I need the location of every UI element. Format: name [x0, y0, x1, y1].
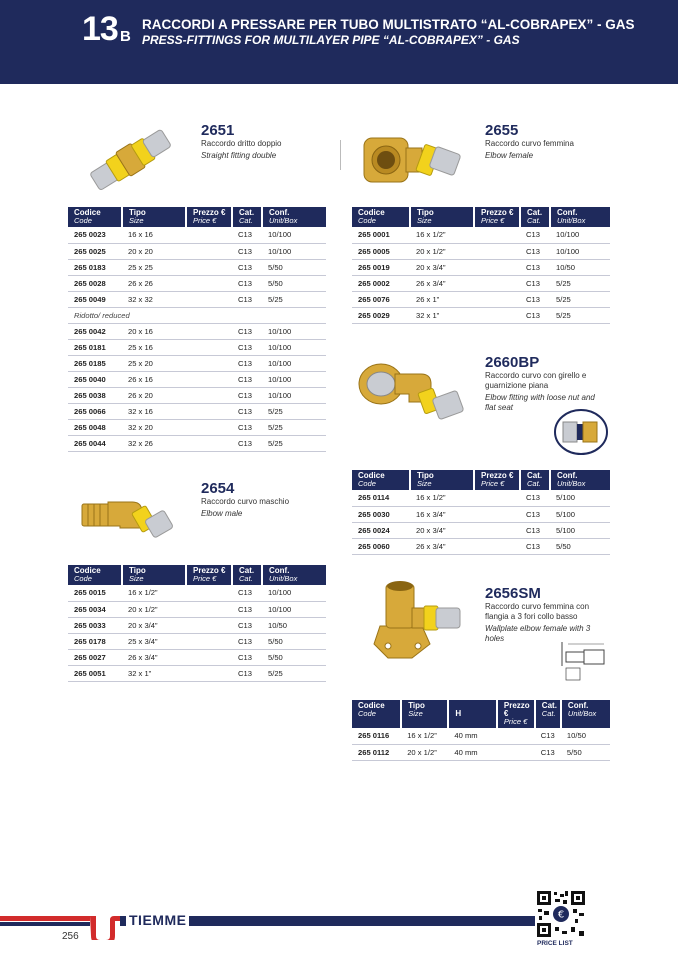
qr-code-icon[interactable] [535, 889, 587, 939]
table-row [68, 291, 326, 307]
table-cell [186, 371, 232, 387]
table-cell: C13 [520, 506, 550, 522]
table-cell: C13 [520, 227, 550, 243]
table-cell: 5/100 [550, 506, 610, 522]
table-cell: C13 [520, 291, 550, 307]
table-cell: 20 x 1/2” [401, 744, 448, 760]
table-cell: C13 [232, 323, 262, 339]
table-2655 [352, 207, 610, 324]
table-cell: 5/50 [262, 259, 326, 275]
table-cell [186, 435, 232, 451]
product-desc-en: Elbow female [485, 151, 534, 160]
column-header: Tipo Size [401, 700, 448, 728]
table-cell: 20 x 16 [122, 323, 186, 339]
table-cell: 265 0181 [68, 339, 122, 355]
table-cell: 5/25 [550, 291, 610, 307]
table-cell [186, 387, 232, 403]
column-header: Conf. Unit/Box [550, 207, 610, 227]
table-header [68, 207, 326, 227]
table-row [68, 387, 326, 403]
title-english: PRESS-FITTINGS FOR MULTILAYER PIPE “AL-COBRAPEX” - GAS [142, 33, 520, 47]
product-desc-en-2: flat seat [485, 403, 514, 412]
column-header: Conf. Unit/Box [550, 470, 610, 490]
table-header [352, 207, 610, 227]
table-cell: 265 0060 [352, 538, 410, 554]
table-cell: 16 x 1/2” [410, 490, 474, 506]
product-2655 [485, 123, 574, 161]
table-row [68, 435, 326, 451]
table-cell: 5/100 [550, 490, 610, 506]
qr-label: PRICE LIST [537, 940, 573, 947]
table-cell: 265 0112 [352, 744, 401, 760]
table-cell: 5/50 [262, 633, 326, 649]
brand-logo: TIEMME [126, 912, 189, 928]
table-cell: 26 x 16 [122, 371, 186, 387]
table-cell: 265 0019 [352, 259, 410, 275]
table-cell: 5/50 [262, 275, 326, 291]
column-header: Prezzo € Price € [474, 207, 520, 227]
table-cell: 265 0042 [68, 323, 122, 339]
product-desc-it-2: guarnizione piana [485, 381, 549, 390]
table-cell: C13 [520, 490, 550, 506]
product-desc-it: Raccordo curvo con girello e [485, 371, 587, 380]
table-cell: 25 x 25 [122, 259, 186, 275]
table-cell: 265 0029 [352, 307, 410, 323]
product-code: 2656SM [485, 585, 541, 602]
table-cell: 26 x 1” [410, 291, 474, 307]
table-2656SM [352, 700, 610, 761]
table-cell [186, 275, 232, 291]
table-cell: 25 x 16 [122, 339, 186, 355]
table-cell: 16 x 16 [122, 227, 186, 243]
table-cell: 265 0028 [68, 275, 122, 291]
table-cell [474, 291, 520, 307]
table-row [352, 243, 610, 259]
table-cell: C13 [232, 403, 262, 419]
table-cell: 265 0051 [68, 665, 122, 681]
table-row [352, 307, 610, 323]
table-2654 [68, 565, 326, 682]
table-row [68, 355, 326, 371]
table-row [352, 227, 610, 243]
table-cell: 10/100 [262, 355, 326, 371]
table-row [68, 275, 326, 291]
chapter-number: 13 [82, 10, 118, 48]
table-cell: C13 [520, 275, 550, 291]
table-cell: 25 x 3/4” [122, 633, 186, 649]
table-cell: 265 0027 [68, 649, 122, 665]
table-cell: 16 x 3/4” [410, 506, 474, 522]
table-cell: 32 x 1” [122, 665, 186, 681]
table-cell [474, 522, 520, 538]
table-cell: 5/25 [262, 291, 326, 307]
table-cell: 5/25 [262, 435, 326, 451]
table-cell: C13 [232, 617, 262, 633]
table-row [352, 490, 610, 506]
product-desc-it: Raccordo curvo maschio [201, 497, 290, 506]
table-cell: C13 [232, 665, 262, 681]
table-cell: C13 [535, 728, 561, 744]
svg-text:€: € [557, 909, 565, 921]
table-cell: C13 [232, 633, 262, 649]
table-cell: 265 0034 [68, 601, 122, 617]
table-cell [186, 323, 232, 339]
column-header: Cat. Cat. [232, 565, 262, 585]
table-cell [186, 601, 232, 617]
table-cell: 20 x 3/4” [410, 522, 474, 538]
table-cell: 5/50 [550, 538, 610, 554]
column-header: Prezzo € Price € [186, 565, 232, 585]
table-cell [474, 506, 520, 522]
table-cell: 265 0025 [68, 243, 122, 259]
straight-fitting-image [84, 124, 176, 194]
product-code: 2660BP [485, 354, 540, 371]
table-cell: 265 0024 [352, 522, 410, 538]
table-cell: 10/50 [262, 617, 326, 633]
title-italian: RACCORDI A PRESSARE PER TUBO MULTISTRATO “AL-COBRAPEX” - GAS [142, 17, 635, 32]
table-cell: 40 mm [448, 728, 497, 744]
product-2651 [201, 123, 282, 161]
table-cell [186, 403, 232, 419]
table-cell: 25 x 20 [122, 355, 186, 371]
table-cell: 5/25 [262, 403, 326, 419]
column-header: Cat. Cat. [232, 207, 262, 227]
table-row [68, 243, 326, 259]
table-row [352, 259, 610, 275]
column-header: Tipo Size [122, 207, 186, 227]
table-cell: 265 0116 [352, 728, 401, 744]
column-header: Conf. Unit/Box [262, 565, 326, 585]
table-cell [186, 227, 232, 243]
table-row [352, 291, 610, 307]
table-cell: C13 [232, 291, 262, 307]
table-cell [186, 617, 232, 633]
table-row [68, 323, 326, 339]
table-cell: 265 0048 [68, 419, 122, 435]
table-cell: C13 [232, 259, 262, 275]
table-cell: 265 0015 [68, 585, 122, 601]
table-cell: 265 0076 [352, 291, 410, 307]
table-row [68, 585, 326, 601]
column-header: Codice Code [352, 470, 410, 490]
table-cell: 265 0044 [68, 435, 122, 451]
column-header: Tipo Size [122, 565, 186, 585]
table-header [352, 470, 610, 490]
table-cell: C13 [232, 275, 262, 291]
table-cell [474, 275, 520, 291]
table-row [68, 601, 326, 617]
table-cell: C13 [232, 387, 262, 403]
column-header: Prezzo € Price € [497, 700, 535, 728]
table-cell [474, 307, 520, 323]
table-cell [474, 259, 520, 275]
product-desc-en: Elbow male [201, 509, 243, 518]
table-cell [186, 649, 232, 665]
table-row [352, 744, 610, 760]
table-cell: 10/100 [262, 339, 326, 355]
product-desc-it: Raccordo curvo femmina con [485, 602, 590, 611]
elbow-male-image [80, 484, 180, 544]
table-cell: C13 [232, 227, 262, 243]
table-row [68, 419, 326, 435]
table-cell: 32 x 32 [122, 291, 186, 307]
table-cell: Ridotto/ reduced [68, 307, 326, 323]
table-2651 [68, 207, 326, 452]
table-cell: 20 x 1/2” [410, 243, 474, 259]
table-cell: 265 0114 [352, 490, 410, 506]
table-cell: 26 x 3/4” [410, 538, 474, 554]
table-cell: 16 x 1/2” [122, 585, 186, 601]
table-cell: 20 x 3/4” [410, 259, 474, 275]
product-desc-en: Elbow fitting with loose nut and [485, 393, 595, 402]
table-2660BP [352, 470, 610, 555]
table-cell [474, 227, 520, 243]
table-cell: C13 [520, 307, 550, 323]
column-header: Prezzo € Price € [186, 207, 232, 227]
column-header: Codice Code [352, 700, 401, 728]
table-row [68, 665, 326, 681]
table-cell: 5/25 [262, 665, 326, 681]
table-cell [474, 490, 520, 506]
product-code: 2655 [485, 122, 519, 139]
column-header: Tipo Size [410, 470, 474, 490]
table-cell: 5/25 [262, 419, 326, 435]
column-header: Tipo Size [410, 207, 474, 227]
table-cell [186, 243, 232, 259]
column-header: Codice Code [68, 565, 122, 585]
table-cell: 5/25 [550, 307, 610, 323]
table-cell: 10/50 [550, 259, 610, 275]
table-row [352, 506, 610, 522]
table-row [352, 538, 610, 554]
table-cell [497, 728, 535, 744]
column-header: Cat. Cat. [520, 470, 550, 490]
table-cell: 10/50 [561, 728, 610, 744]
table-cell: C13 [520, 259, 550, 275]
product-2654 [201, 481, 289, 519]
table-cell [186, 419, 232, 435]
table-cell: 10/100 [262, 387, 326, 403]
product-code: 2651 [201, 122, 235, 139]
table-cell [186, 291, 232, 307]
elbow-female-image [360, 124, 470, 194]
table-cell: 265 0185 [68, 355, 122, 371]
table-cell: 32 x 20 [122, 419, 186, 435]
column-header: Cat. Cat. [520, 207, 550, 227]
table-cell: 26 x 20 [122, 387, 186, 403]
table-cell: 5/50 [561, 744, 610, 760]
chapter-sub: B [120, 28, 131, 45]
footer-band [0, 910, 540, 940]
table-row [352, 522, 610, 538]
table-cell: 26 x 3/4” [410, 275, 474, 291]
table-cell: 10/100 [550, 243, 610, 259]
table-row [68, 259, 326, 275]
table-header [352, 700, 610, 728]
table-cell: 32 x 16 [122, 403, 186, 419]
table-cell: C13 [232, 355, 262, 371]
table-cell: C13 [232, 339, 262, 355]
table-cell: 32 x 26 [122, 435, 186, 451]
column-header: Codice Code [68, 207, 122, 227]
table-cell: 265 0002 [352, 275, 410, 291]
table-row [68, 371, 326, 387]
table-cell: C13 [520, 538, 550, 554]
table-cell: 26 x 3/4” [122, 649, 186, 665]
table-cell: C13 [232, 419, 262, 435]
seal-detail-image [553, 408, 609, 456]
table-cell: 5/50 [262, 649, 326, 665]
table-cell: 20 x 3/4” [122, 617, 186, 633]
table-cell: 20 x 1/2” [122, 601, 186, 617]
table-cell: 5/25 [550, 275, 610, 291]
column-divider [340, 140, 341, 170]
table-row [68, 649, 326, 665]
table-row [68, 339, 326, 355]
table-row [352, 275, 610, 291]
table-cell: 265 0178 [68, 633, 122, 649]
table-subheading [68, 307, 326, 323]
table-cell: 265 0066 [68, 403, 122, 419]
table-cell: 40 mm [448, 744, 497, 760]
table-cell [186, 259, 232, 275]
table-cell [186, 585, 232, 601]
table-cell: C13 [232, 243, 262, 259]
table-cell: 10/100 [262, 585, 326, 601]
table-cell: 265 0040 [68, 371, 122, 387]
table-cell: 16 x 1/2” [401, 728, 448, 744]
table-cell: 265 0005 [352, 243, 410, 259]
column-header: Conf. Unit/Box [262, 207, 326, 227]
table-cell: 265 0030 [352, 506, 410, 522]
product-2660BP [485, 355, 595, 413]
elbow-loose-nut-image [355, 358, 475, 430]
table-cell: 265 0049 [68, 291, 122, 307]
table-header [68, 565, 326, 585]
column-header: Cat. Cat. [535, 700, 561, 728]
table-cell: 265 0183 [68, 259, 122, 275]
product-desc-it-2: flangia a 3 fori collo basso [485, 612, 578, 621]
page-header [0, 0, 678, 84]
table-row [68, 617, 326, 633]
table-cell: 265 0001 [352, 227, 410, 243]
table-row [68, 633, 326, 649]
product-code: 2654 [201, 480, 235, 497]
table-cell: 32 x 1” [410, 307, 474, 323]
product-desc-en: Wallplate elbow female with 3 [485, 624, 591, 633]
page-number: 256 [62, 931, 79, 942]
table-cell [497, 744, 535, 760]
table-cell: C13 [232, 435, 262, 451]
column-header: Codice Code [352, 207, 410, 227]
wallplate-elbow-image [372, 578, 472, 662]
table-cell: 26 x 26 [122, 275, 186, 291]
product-desc-it: Raccordo dritto doppio [201, 139, 282, 148]
table-cell: 265 0023 [68, 227, 122, 243]
table-cell: C13 [232, 649, 262, 665]
table-cell: C13 [232, 585, 262, 601]
table-cell: 10/100 [262, 227, 326, 243]
table-cell [186, 339, 232, 355]
table-row [352, 728, 610, 744]
column-header: Conf. Unit/Box [561, 700, 610, 728]
table-cell [186, 633, 232, 649]
table-cell: 265 0038 [68, 387, 122, 403]
table-cell: 10/100 [262, 371, 326, 387]
table-cell: C13 [535, 744, 561, 760]
product-desc-en: Straight fitting double [201, 151, 277, 160]
column-header: Prezzo € Price € [474, 470, 520, 490]
table-cell: 265 0033 [68, 617, 122, 633]
table-cell: 10/100 [262, 243, 326, 259]
table-cell [474, 243, 520, 259]
table-cell: 10/100 [262, 323, 326, 339]
table-cell [186, 665, 232, 681]
table-row [68, 227, 326, 243]
table-cell: 5/100 [550, 522, 610, 538]
table-cell [474, 538, 520, 554]
table-cell: C13 [232, 601, 262, 617]
table-cell [186, 355, 232, 371]
product-desc-en-2: holes [485, 634, 505, 643]
column-header: H [448, 700, 497, 728]
table-cell: C13 [520, 243, 550, 259]
table-row [68, 403, 326, 419]
table-cell: 10/100 [262, 601, 326, 617]
table-cell: C13 [520, 522, 550, 538]
table-cell: C13 [232, 371, 262, 387]
product-desc-it: Raccordo curvo femmina [485, 139, 574, 148]
product-2656SM [485, 586, 590, 644]
table-cell: 10/100 [550, 227, 610, 243]
table-cell: 20 x 20 [122, 243, 186, 259]
table-cell: 16 x 1/2” [410, 227, 474, 243]
